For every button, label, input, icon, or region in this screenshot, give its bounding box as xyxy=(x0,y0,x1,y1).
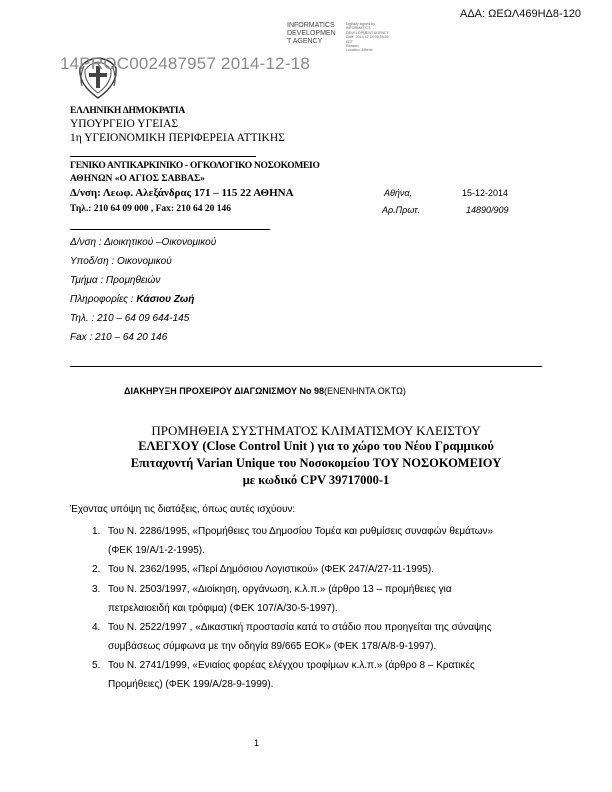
info-directorate xyxy=(70,237,216,248)
info-label: Τμήμα : xyxy=(70,275,106,286)
section-divider xyxy=(70,366,542,367)
signature-detail-line: Reason: xyxy=(346,44,360,49)
list-item-text: Του Ν. 2741/1999, «Ενιαίος φορέας ελέγχου τροφίμων κ.λ.π.» (άρθρο 8 – Κρατικές xyxy=(108,660,475,671)
procurement-title-line: ΠΡΟΜΗΘΕΙΑ ΣΥΣΤΗΜΑΤΟΣ ΚΛΙΜΑΤΙΣΜΟΥ ΚΛΕΙΣΤΟΥ xyxy=(151,423,481,438)
list-item-number: 3. xyxy=(92,584,101,595)
info-label: Δ/νση : xyxy=(70,237,105,248)
signature-detail-line: INFORMATICS xyxy=(346,26,371,31)
list-item-text: (ΦΕΚ 19/Α/1-2-1995). xyxy=(108,545,205,556)
address-divider xyxy=(70,229,270,230)
list-item-text: Του Ν. 2362/1995, «Περί Δημόσιου Λογιστικού» (ΦΕΚ 247/Α/27-11-1995). xyxy=(108,564,434,575)
signature-details xyxy=(346,22,441,53)
signature-agency-line: DEVELOPMEN xyxy=(287,30,336,37)
list-item-number: 5. xyxy=(92,660,101,671)
info-label: Τηλ. : xyxy=(70,313,97,324)
hospital-phone: Τηλ.: 210 64 09 000 , Fax: 210 64 20 146 xyxy=(70,204,232,214)
declaration-main: ΔΙΑΚΗΡΥΞΗ ΠΡΟΧΕΙΡΟΥ ΔΙΑΓΩΝΙΣΜΟΥ Νο 98 xyxy=(124,386,324,396)
list-item-number: 1. xyxy=(92,526,101,537)
info-department xyxy=(70,275,160,286)
info-fax xyxy=(70,332,167,343)
info-label: Fax : xyxy=(70,332,96,343)
hospital-name: ΓΕΝΙΚΟ ΑΝΤΙΚΑΡΚΙΝΙΚΟ - ΟΓΚΟΛΟΓΙΚΟ ΝΟΣΟΚΟΜΕΙΟ xyxy=(70,161,320,171)
list-item-text: Του Ν. 2286/1995, «Προμήθειες του Δημοσίου Τομέα και ρυθμίσεις συναφών θεμάτων» xyxy=(108,526,494,537)
declaration-heading xyxy=(124,386,406,396)
signature-detail-line: Digitally signed by xyxy=(346,22,375,26)
header-divider xyxy=(70,156,256,157)
signature-agency-line: T AGENCY xyxy=(287,38,323,45)
health-region-text: 1η ΥΓΕΙΟΝΟΜΙΚΗ ΠΕΡΙΦΕΡΕΙΑ ΑΤΤΙΚΗΣ xyxy=(70,132,285,144)
signature-detail-line: EET xyxy=(346,39,353,44)
document-id: 14PROC002487957 2014-12-18 xyxy=(60,54,310,73)
list-item-number: 2. xyxy=(92,564,101,575)
page-number: 1 xyxy=(254,738,260,748)
info-value: Κάσιου Ζωή xyxy=(136,294,195,305)
protocol-number: 14890/909 xyxy=(466,205,509,215)
info-value: 210 – 64 09 644-145 xyxy=(96,313,190,324)
ada-code: ΑΔΑ: ΩΕΩΛ469ΗΔ8-120 xyxy=(460,8,582,20)
info-value: 210 – 64 20 146 xyxy=(95,332,168,343)
info-value: Προμηθειών xyxy=(105,275,161,286)
ministry-name: ΥΠΟΥΡΓΕΙΟ ΥΓΕΙΑΣ xyxy=(70,118,179,130)
info-value: Οικονομικού xyxy=(117,256,172,267)
hospital-name-2: ΑΘΗΝΩΝ «Ο ΑΓΙΟΣ ΣΑΒΒΑΣ» xyxy=(70,174,205,184)
place: Αθήνα, xyxy=(384,188,413,198)
info-subdirectorate xyxy=(70,256,172,267)
country-name: ΕΛΛΗΝΙΚΗ ΔΗΜΟΚΡΑΤΙΑ xyxy=(70,106,186,116)
protocol-label: Αρ.Πρωτ. xyxy=(382,205,421,215)
info-contact xyxy=(70,294,194,305)
info-label: Πληροφορίες : xyxy=(70,294,137,305)
list-item-text: συμβάσεως σύμφωνα με την οδηγία 89/665 ΕΟΚ» (ΦΕΚ 178/Α/8-9-1997). xyxy=(108,641,437,652)
list-item-text: Προμήθειες) (ΦΕΚ 199/Α/28-9-1999). xyxy=(108,679,274,690)
procurement-title-line: Επιταχυντή Varian Unique του Νοσοκομείου ΤΟΥ ΝΟΣΟΚΟΜΕΙΟΥ xyxy=(130,456,502,470)
intro-text: Έχοντας υπόψη τις διατάξεις, όπως αυτές ισχύουν: xyxy=(70,504,296,515)
list-item-text: πετρελαιοειδή και τρόφιμα) (ΦΕΚ 107/Α/30-5-1997). xyxy=(108,603,338,614)
signature-detail-line: Location: Athens xyxy=(346,48,373,53)
info-value: Διοικητικού –Οικονομικού xyxy=(104,237,217,248)
procurement-title-line: με κωδικό CPV 39717000-1 xyxy=(242,473,390,487)
health-region xyxy=(70,132,285,144)
signature-detail-line: DEVELOPMENT AGENCY xyxy=(346,30,390,35)
signature-detail-line: Date: 2014.12.18 09:55:55 xyxy=(346,35,389,40)
hospital-address: Δ/νση: Λεωφ. Αλεξάνδρας 171 – 115 22 ΑΘΗΝΑ xyxy=(70,187,294,199)
info-phone xyxy=(70,313,189,324)
declaration-extra: (ΕΝΕΝΗΝΤΑ ΟΚΤΩ) xyxy=(323,386,406,396)
signature-agency-line: INFORMATICS xyxy=(287,22,335,29)
procurement-title-line: ΕΛΕΓΧΟΥ (Close Control Unit ) για το χώρο του Νέου Γραμμικού xyxy=(138,439,494,453)
list-item-text: Του Ν. 2503/1997, «Διοίκηση, οργάνωση, κ.λ.π.» (άρθρο 13 – προμήθειες για xyxy=(108,584,452,595)
list-item-number: 4. xyxy=(92,622,101,633)
list-item-text: Του Ν. 2522/1997 , «Δικαστική προστασία κατά το στάδιο που προηγείται της σύναψης xyxy=(108,622,492,633)
info-label: Υποδ/ση : xyxy=(70,256,118,267)
date: 15-12-2014 xyxy=(462,188,509,198)
